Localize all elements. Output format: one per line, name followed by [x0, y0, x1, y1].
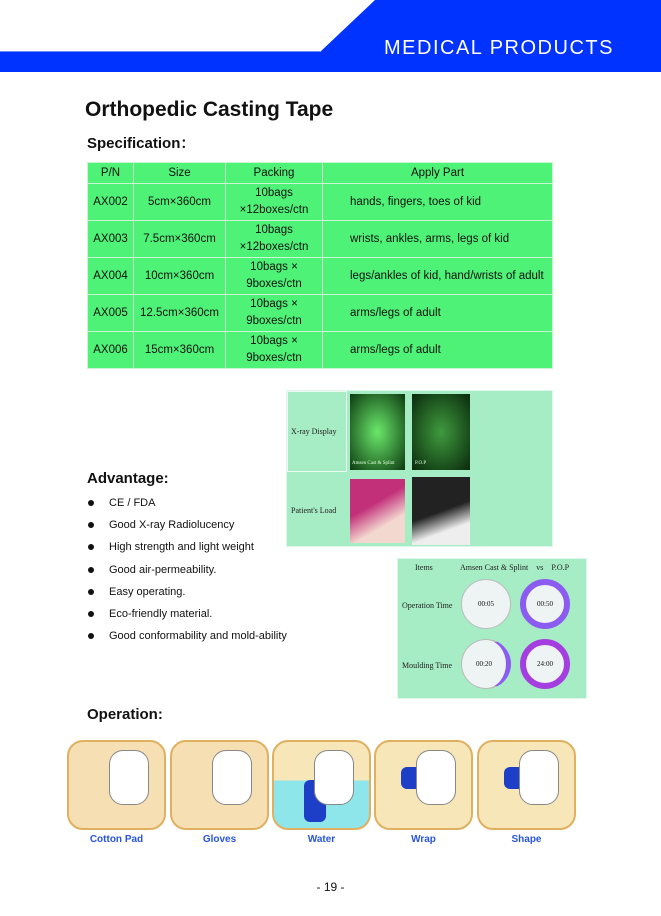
dial-cast-moulding: 00:20: [461, 639, 511, 689]
step-label: Cotton Pad: [89, 834, 144, 845]
table-cell: wrists, ankles, arms, legs of kid: [323, 221, 553, 258]
table-row: [88, 295, 553, 332]
advantage-heading: Advantage:: [87, 470, 169, 487]
table-cell: AX006: [88, 332, 134, 369]
xray-comparison-image: X-ray Display Amsen Cast & Splint P.O.P Patient's Load: [286, 390, 553, 547]
table-cell: arms/legs of adult: [323, 295, 553, 332]
table-cell: AX002: [88, 184, 134, 221]
table-cell: 12.5cm×360cm: [134, 295, 226, 332]
step-label: Shape: [511, 834, 542, 845]
table-cell: 7.5cm×360cm: [134, 221, 226, 258]
table-cell: arms/legs of adult: [323, 332, 553, 369]
advantage-item: Good air-permeability.: [88, 564, 216, 576]
time-comparison-image: Items Amsen Cast & Splint vs P.O.P Operation Time Moulding Time 00:05 00:50 00:20 24:00: [397, 558, 587, 699]
table-cell: 10bags ×12boxes/ctn: [226, 184, 323, 221]
table-cell: 10cm×360cm: [134, 258, 226, 295]
page-title: Orthopedic Casting Tape: [85, 98, 334, 121]
load-label: Patient's Load: [291, 506, 337, 515]
step-illustration-wrap: [374, 740, 473, 830]
xray-label: X-ray Display: [291, 427, 337, 436]
step-illustration-shape: [477, 740, 576, 830]
step-illustration-water: [272, 740, 371, 830]
xray-pop-photo: [412, 394, 470, 470]
pop-cast-photo: [412, 477, 470, 545]
bullet-icon: [88, 522, 94, 528]
table-cell: 10bags × 9boxes/ctn: [226, 295, 323, 332]
col-pn: P/N: [88, 163, 134, 184]
bullet-icon: [88, 544, 94, 550]
xray-cast-photo: [350, 394, 405, 470]
step-label: Wrap: [411, 834, 436, 845]
table-cell: AX005: [88, 295, 134, 332]
table-cell: legs/ankles of kid, hand/wrists of adult: [323, 258, 553, 295]
bullet-icon: [88, 611, 94, 617]
col-packing: Packing: [226, 163, 323, 184]
dial-pop-operation: 00:50: [520, 579, 570, 629]
table-row: [88, 258, 553, 295]
table-cell: 10bags ×12boxes/ctn: [226, 221, 323, 258]
col-apply: Apply Part: [323, 163, 553, 184]
bullet-icon: [88, 633, 94, 639]
section-title: MEDICAL PRODUCTS: [384, 37, 614, 59]
table-header: [88, 163, 553, 184]
spec-heading: Specification：: [87, 135, 196, 152]
table-cell: AX004: [88, 258, 134, 295]
col-size: Size: [134, 163, 226, 184]
step-label: Water: [307, 834, 336, 845]
table-cell: 10bags × 9boxes/ctn: [226, 258, 323, 295]
table-cell: 10bags × 9boxes/ctn: [226, 332, 323, 369]
table-row: [88, 221, 553, 258]
bullet-icon: [88, 500, 94, 506]
advantage-item: CE / FDA: [88, 497, 155, 509]
table-cell: 5cm×360cm: [134, 184, 226, 221]
table-cell: 15cm×360cm: [134, 332, 226, 369]
spec-table: [87, 162, 553, 369]
step-illustration-cotton-pad: [67, 740, 166, 830]
advantage-item: Eco-friendly material.: [88, 608, 212, 620]
header-banner: [0, 0, 661, 72]
advantage-item: Good conformability and mold-ability: [88, 630, 287, 642]
advantage-item: High strength and light weight: [88, 541, 254, 553]
dial-pop-moulding: 24:00: [520, 639, 570, 689]
step-illustration-gloves: [170, 740, 269, 830]
bullet-icon: [88, 589, 94, 595]
bullet-icon: [88, 567, 94, 573]
table-cell: AX003: [88, 221, 134, 258]
page-number: - 19 -: [316, 880, 345, 894]
dial-cast-operation: 00:05: [461, 579, 511, 629]
table-row: [88, 332, 553, 369]
step-label: Gloves: [202, 834, 237, 845]
advantage-item: Easy operating.: [88, 586, 185, 598]
advantage-item: Good X-ray Radiolucency: [88, 519, 234, 531]
operation-heading: Operation:: [87, 706, 163, 723]
pink-cast-photo: [350, 479, 405, 543]
table-row: [88, 184, 553, 221]
table-cell: hands, fingers, toes of kid: [323, 184, 553, 221]
